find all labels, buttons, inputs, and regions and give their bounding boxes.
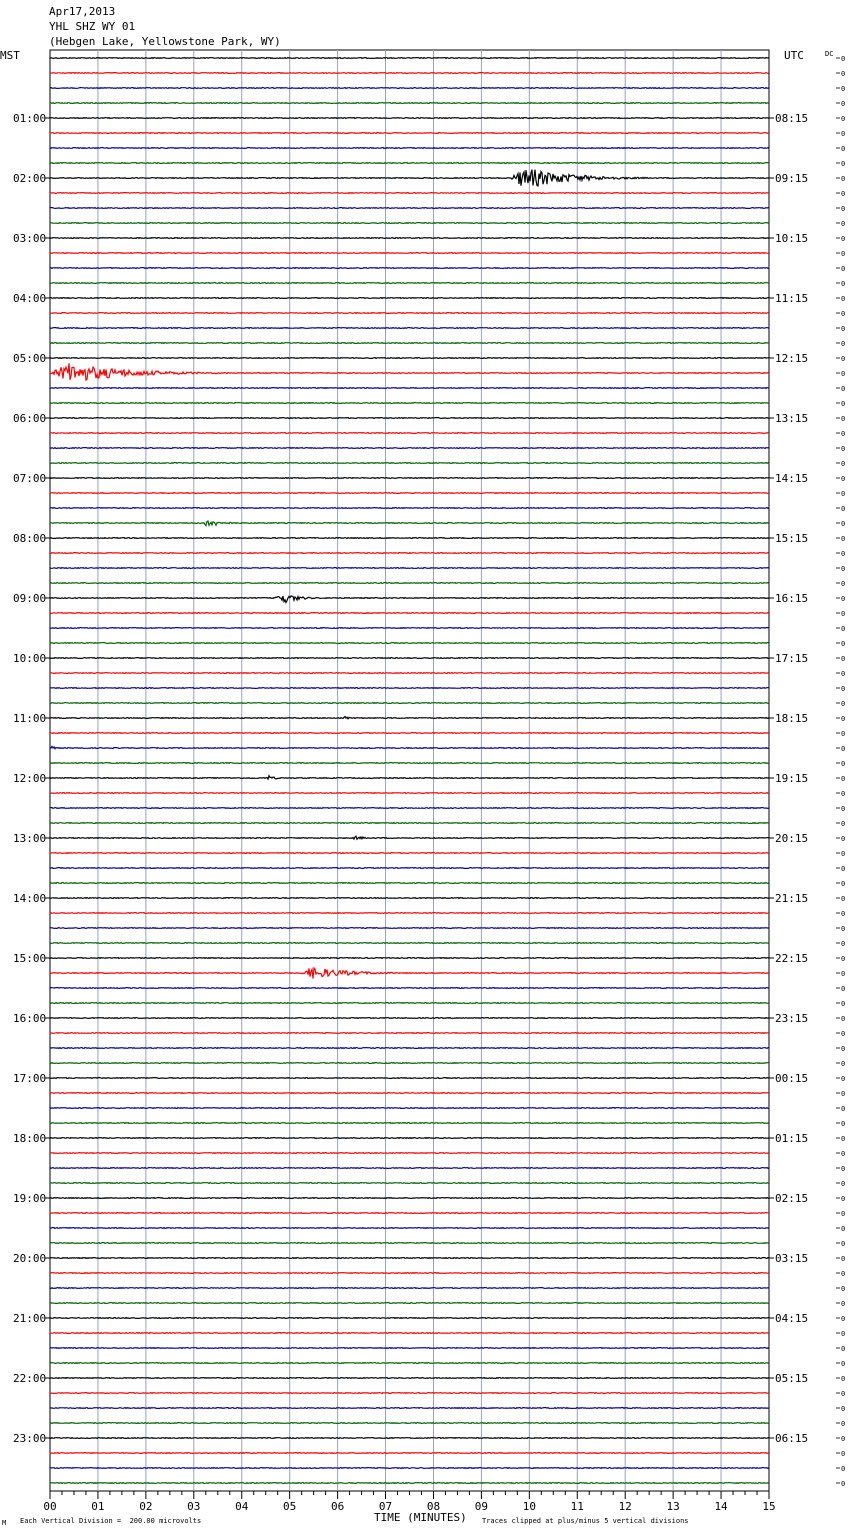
scale-note: Each Vertical Division = 200.00 microvolts [20, 1517, 202, 1525]
trace-row [50, 208, 769, 209]
dc-offset-value: 0 [841, 820, 846, 828]
trace-row [50, 1453, 769, 1454]
dc-offset-value: 0 [841, 895, 846, 903]
x-tick-label: 06 [330, 1500, 345, 1513]
station-label: YHL SHZ WY 01 [49, 20, 136, 33]
dc-offset-value: 0 [841, 955, 846, 963]
utc-hour-label: 09:15 [775, 172, 809, 185]
mst-hour-label: 05:00 [13, 352, 47, 365]
dc-offset-value: 0 [841, 685, 846, 693]
trace-row [50, 733, 769, 734]
trace-row [50, 898, 769, 899]
dc-offset-value: 0 [841, 1105, 846, 1113]
dc-offset-value: 0 [841, 535, 846, 543]
dc-offset-value: 0 [841, 265, 846, 273]
trace-row [50, 538, 769, 539]
trace-row [50, 553, 769, 554]
trace-row [50, 1408, 769, 1409]
dc-offset-value: 0 [841, 1015, 846, 1023]
x-tick-label: 11 [570, 1500, 584, 1513]
dc-offset-value: 0 [841, 490, 846, 498]
utc-hour-label: 02:15 [775, 1192, 809, 1205]
dc-offset-value: 0 [841, 1480, 846, 1488]
dc-offset-value: 0 [841, 730, 846, 738]
trace-row [50, 958, 769, 959]
x-tick-label: 05 [283, 1500, 297, 1513]
dc-offset-value: 0 [841, 1210, 846, 1218]
dc-offset-value: 0 [841, 130, 846, 138]
trace-row [50, 1438, 769, 1439]
trace-row [50, 1228, 769, 1229]
corner-mark: M [2, 1519, 7, 1527]
trace-row [50, 793, 769, 794]
dc-offset-value: 0 [841, 160, 846, 168]
x-tick-label: 08 [426, 1500, 441, 1513]
dc-offset-value: 0 [841, 640, 846, 648]
dc-offset-value: 0 [841, 925, 846, 933]
trace-row [50, 836, 769, 839]
dc-offset-value: 0 [841, 1315, 846, 1323]
trace-row [50, 223, 769, 224]
dc-offset-value: 0 [841, 1255, 846, 1263]
dc-offset-value: 0 [841, 850, 846, 858]
trace-row [50, 103, 769, 104]
trace-row [50, 1213, 769, 1214]
dc-offset-value: 0 [841, 1300, 846, 1308]
dc-offset-value: 0 [841, 1000, 846, 1008]
dc-offset-value: 0 [841, 1090, 846, 1098]
dc-offset-value: 0 [841, 505, 846, 513]
utc-hour-label: 13:15 [775, 412, 809, 425]
trace-row [50, 238, 769, 239]
x-axis-label: TIME (MINUTES) [374, 1511, 467, 1524]
trace-row [50, 1198, 769, 1199]
mst-hour-label: 01:00 [13, 112, 47, 125]
dc-offset-value: 0 [841, 385, 846, 393]
mst-hour-label: 11:00 [13, 712, 47, 725]
dc-offset-value: 0 [841, 700, 846, 708]
dc-offset-value: 0 [841, 325, 846, 333]
dc-offset-value: 0 [841, 910, 846, 918]
trace-row [50, 1423, 769, 1424]
utc-hour-label: 04:15 [775, 1312, 809, 1325]
x-tick-label: 14 [714, 1500, 728, 1513]
trace-row [50, 746, 769, 748]
dc-offset-value: 0 [841, 880, 846, 888]
mst-hour-label: 20:00 [13, 1252, 47, 1265]
trace-row [50, 883, 769, 884]
trace-row [50, 1123, 769, 1124]
trace-row [50, 1333, 769, 1334]
dc-offset-value: 0 [841, 1135, 846, 1143]
utc-hour-label: 11:15 [775, 292, 809, 305]
mst-axis-title: MST [0, 49, 20, 62]
trace-row [50, 170, 769, 186]
dc-offset-value: 0 [841, 985, 846, 993]
dc-offset-value: 0 [841, 370, 846, 378]
dc-offset-value: 0 [841, 1270, 846, 1278]
utc-hour-label: 05:15 [775, 1372, 809, 1385]
dc-offset-value: 0 [841, 655, 846, 663]
dc-offset-value: 0 [841, 1345, 846, 1353]
trace-row [50, 363, 769, 380]
dc-offset-value: 0 [841, 1165, 846, 1173]
dc-offset-value: 0 [841, 1450, 846, 1458]
x-tick-label: 02 [139, 1500, 153, 1513]
utc-hour-label: 08:15 [775, 112, 809, 125]
dc-offset-value: 0 [841, 1390, 846, 1398]
trace-row [50, 1273, 769, 1274]
trace-row [50, 73, 769, 74]
trace-row [50, 673, 769, 674]
trace-row [50, 418, 769, 419]
trace-row [50, 568, 769, 569]
trace-row [50, 463, 769, 464]
trace-row [50, 613, 769, 614]
dc-offset-value: 0 [841, 115, 846, 123]
dc-offset-value: 0 [841, 145, 846, 153]
dc-offset-value: 0 [841, 205, 846, 213]
mst-hour-label: 23:00 [13, 1432, 47, 1445]
trace-row [50, 133, 769, 134]
mst-hour-label: 03:00 [13, 232, 47, 245]
dc-offset-value: 0 [841, 610, 846, 618]
trace-row [50, 478, 769, 479]
trace-row [50, 313, 769, 314]
date-label: Apr17,2013 [49, 5, 116, 18]
trace-row [50, 1033, 769, 1034]
trace-row [50, 1138, 769, 1139]
utc-axis-title: UTC [784, 49, 804, 62]
dc-offset-value: 0 [841, 1405, 846, 1413]
dc-offset-value: 0 [841, 1225, 846, 1233]
x-tick-label: 04 [235, 1500, 249, 1513]
utc-hour-label: 20:15 [775, 832, 809, 845]
utc-hour-label: 00:15 [775, 1072, 809, 1085]
trace-row [50, 968, 769, 979]
mst-hour-label: 12:00 [13, 772, 47, 785]
dc-offset-value: 0 [841, 790, 846, 798]
dc-offset-value: 0 [841, 1060, 846, 1068]
utc-hour-label: 03:15 [775, 1252, 809, 1265]
trace-row [50, 776, 769, 779]
dc-offset-value: 0 [841, 445, 846, 453]
dc-offset-value: 0 [841, 415, 846, 423]
dc-label: DC [825, 50, 834, 58]
dc-offset-value: 0 [841, 670, 846, 678]
dc-offset-value: 0 [841, 715, 846, 723]
dc-offset-value: 0 [841, 1435, 846, 1443]
utc-hour-label: 14:15 [775, 472, 809, 485]
dc-offset-value: 0 [841, 70, 846, 78]
trace-row [50, 1303, 769, 1304]
trace-row [50, 1183, 769, 1184]
utc-hour-label: 22:15 [775, 952, 809, 965]
dc-offset-value: 0 [841, 775, 846, 783]
dc-offset-value: 0 [841, 100, 846, 108]
x-tick-label: 10 [522, 1500, 536, 1513]
dc-offset-value: 0 [841, 595, 846, 603]
trace-row [50, 403, 769, 404]
dc-offset-value: 0 [841, 400, 846, 408]
utc-hour-label: 01:15 [775, 1132, 809, 1145]
trace-row [50, 193, 769, 194]
mst-hour-label: 14:00 [13, 892, 47, 905]
trace-row [50, 1348, 769, 1349]
mst-hour-label: 04:00 [13, 292, 47, 305]
trace-row [50, 358, 769, 359]
dc-offset-value: 0 [841, 280, 846, 288]
trace-row [50, 688, 769, 689]
mst-hour-label: 22:00 [13, 1372, 47, 1385]
mst-hour-label: 16:00 [13, 1012, 47, 1025]
trace-row [50, 1003, 769, 1004]
trace-row [50, 658, 769, 659]
trace-row [50, 913, 769, 914]
x-tick-label: 15 [762, 1500, 776, 1513]
trace-row [50, 253, 769, 254]
dc-offset-value: 0 [841, 460, 846, 468]
dc-offset-value: 0 [841, 970, 846, 978]
dc-offset-value: 0 [841, 835, 846, 843]
dc-offset-value: 0 [841, 475, 846, 483]
trace-row [50, 928, 769, 929]
utc-hour-label: 16:15 [775, 592, 809, 605]
trace-row [50, 1378, 769, 1379]
trace-row [50, 163, 769, 164]
x-tick-label: 01 [91, 1500, 105, 1513]
dc-offset-value: 0 [841, 805, 846, 813]
trace-row [50, 521, 769, 526]
mst-hour-label: 09:00 [13, 592, 47, 605]
dc-offset-value: 0 [841, 1180, 846, 1188]
dc-offset-value: 0 [841, 1030, 846, 1038]
trace-row [50, 853, 769, 854]
mst-hour-label: 13:00 [13, 832, 47, 845]
location-label: (Hebgen Lake, Yellowstone Park, WY) [49, 35, 281, 48]
dc-offset-value: 0 [841, 520, 846, 528]
trace-row [50, 583, 769, 584]
mst-hour-label: 19:00 [13, 1192, 47, 1205]
plot-frame [50, 50, 769, 1491]
clip-note: Traces clipped at plus/minus 5 vertical divisions [482, 1517, 689, 1525]
mst-hour-label: 18:00 [13, 1132, 47, 1145]
mst-hour-label: 08:00 [13, 532, 47, 545]
dc-offset-value: 0 [841, 235, 846, 243]
dc-offset-value: 0 [841, 85, 846, 93]
trace-row [50, 148, 769, 149]
utc-hour-label: 15:15 [775, 532, 809, 545]
trace-row [50, 118, 769, 119]
trace-row [50, 433, 769, 434]
dc-offset-value: 0 [841, 865, 846, 873]
trace-row [50, 1108, 769, 1109]
trace-row [50, 268, 769, 269]
dc-offset-value: 0 [841, 745, 846, 753]
trace-row [50, 643, 769, 644]
dc-offset-value: 0 [841, 580, 846, 588]
dc-offset-value: 0 [841, 625, 846, 633]
trace-row [50, 823, 769, 824]
trace-row [50, 298, 769, 299]
dc-offset-value: 0 [841, 1465, 846, 1473]
trace-row [50, 58, 769, 59]
utc-hour-label: 06:15 [775, 1432, 809, 1445]
trace-row [50, 493, 769, 494]
utc-hour-label: 23:15 [775, 1012, 809, 1025]
mst-hour-label: 06:00 [13, 412, 47, 425]
utc-hour-label: 10:15 [775, 232, 809, 245]
trace-row [50, 1063, 769, 1064]
trace-row [50, 88, 769, 89]
trace-row [50, 1483, 769, 1484]
dc-offset-value: 0 [841, 1375, 846, 1383]
trace-row [50, 1318, 769, 1319]
mst-hour-label: 07:00 [13, 472, 47, 485]
dc-offset-value: 0 [841, 190, 846, 198]
dc-offset-value: 0 [841, 760, 846, 768]
trace-row [50, 628, 769, 629]
trace-row [50, 717, 769, 719]
trace-row [50, 283, 769, 284]
dc-offset-value: 0 [841, 1045, 846, 1053]
dc-offset-value: 0 [841, 430, 846, 438]
dc-offset-value: 0 [841, 565, 846, 573]
dc-offset-value: 0 [841, 55, 846, 63]
trace-row [50, 943, 769, 944]
trace-row [50, 703, 769, 704]
trace-row [50, 1168, 769, 1169]
trace-row [50, 1258, 769, 1259]
x-tick-label: 12 [618, 1500, 632, 1513]
trace-row [50, 1078, 769, 1079]
trace-row [50, 808, 769, 809]
trace-row [50, 1288, 769, 1289]
utc-hour-label: 21:15 [775, 892, 809, 905]
dc-offset-value: 0 [841, 250, 846, 258]
dc-offset-value: 0 [841, 310, 846, 318]
dc-offset-value: 0 [841, 1420, 846, 1428]
dc-offset-value: 0 [841, 1195, 846, 1203]
trace-row [50, 448, 769, 449]
mst-hour-label: 15:00 [13, 952, 47, 965]
utc-hour-label: 12:15 [775, 352, 809, 365]
trace-row [50, 328, 769, 329]
trace-row [50, 1153, 769, 1154]
x-tick-label: 09 [474, 1500, 489, 1513]
mst-hour-label: 02:00 [13, 172, 47, 185]
dc-offset-value: 0 [841, 340, 846, 348]
utc-hour-label: 17:15 [775, 652, 809, 665]
utc-hour-label: 18:15 [775, 712, 809, 725]
trace-row [50, 1468, 769, 1469]
dc-offset-value: 0 [841, 1150, 846, 1158]
dc-offset-value: 0 [841, 175, 846, 183]
dc-offset-value: 0 [841, 940, 846, 948]
x-tick-label: 13 [666, 1500, 680, 1513]
mst-hour-label: 21:00 [13, 1312, 47, 1325]
x-tick-label: 03 [187, 1500, 201, 1513]
trace-row [50, 1093, 769, 1094]
trace-row [50, 1363, 769, 1364]
trace-row [50, 988, 769, 989]
dc-offset-value: 0 [841, 1240, 846, 1248]
dc-offset-value: 0 [841, 1330, 846, 1338]
dc-offset-value: 0 [841, 295, 846, 303]
trace-row [50, 1048, 769, 1049]
utc-hour-label: 19:15 [775, 772, 809, 785]
mst-hour-label: 10:00 [13, 652, 47, 665]
mst-hour-label: 17:00 [13, 1072, 47, 1085]
dc-offset-value: 0 [841, 1120, 846, 1128]
dc-offset-value: 0 [841, 550, 846, 558]
trace-row [50, 508, 769, 509]
dc-offset-value: 0 [841, 1075, 846, 1083]
trace-row [50, 1018, 769, 1019]
dc-offset-value: 0 [841, 355, 846, 363]
dc-offset-value: 0 [841, 1360, 846, 1368]
trace-row [50, 343, 769, 344]
trace-row [50, 868, 769, 869]
dc-offset-value: 0 [841, 220, 846, 228]
dc-offset-value: 0 [841, 1285, 846, 1293]
trace-row [50, 763, 769, 764]
x-tick-label: 00 [43, 1500, 57, 1513]
trace-row [50, 596, 769, 603]
trace-row [50, 1393, 769, 1394]
trace-row [50, 1243, 769, 1244]
trace-row [50, 388, 769, 389]
x-tick-label: 07 [378, 1500, 393, 1513]
